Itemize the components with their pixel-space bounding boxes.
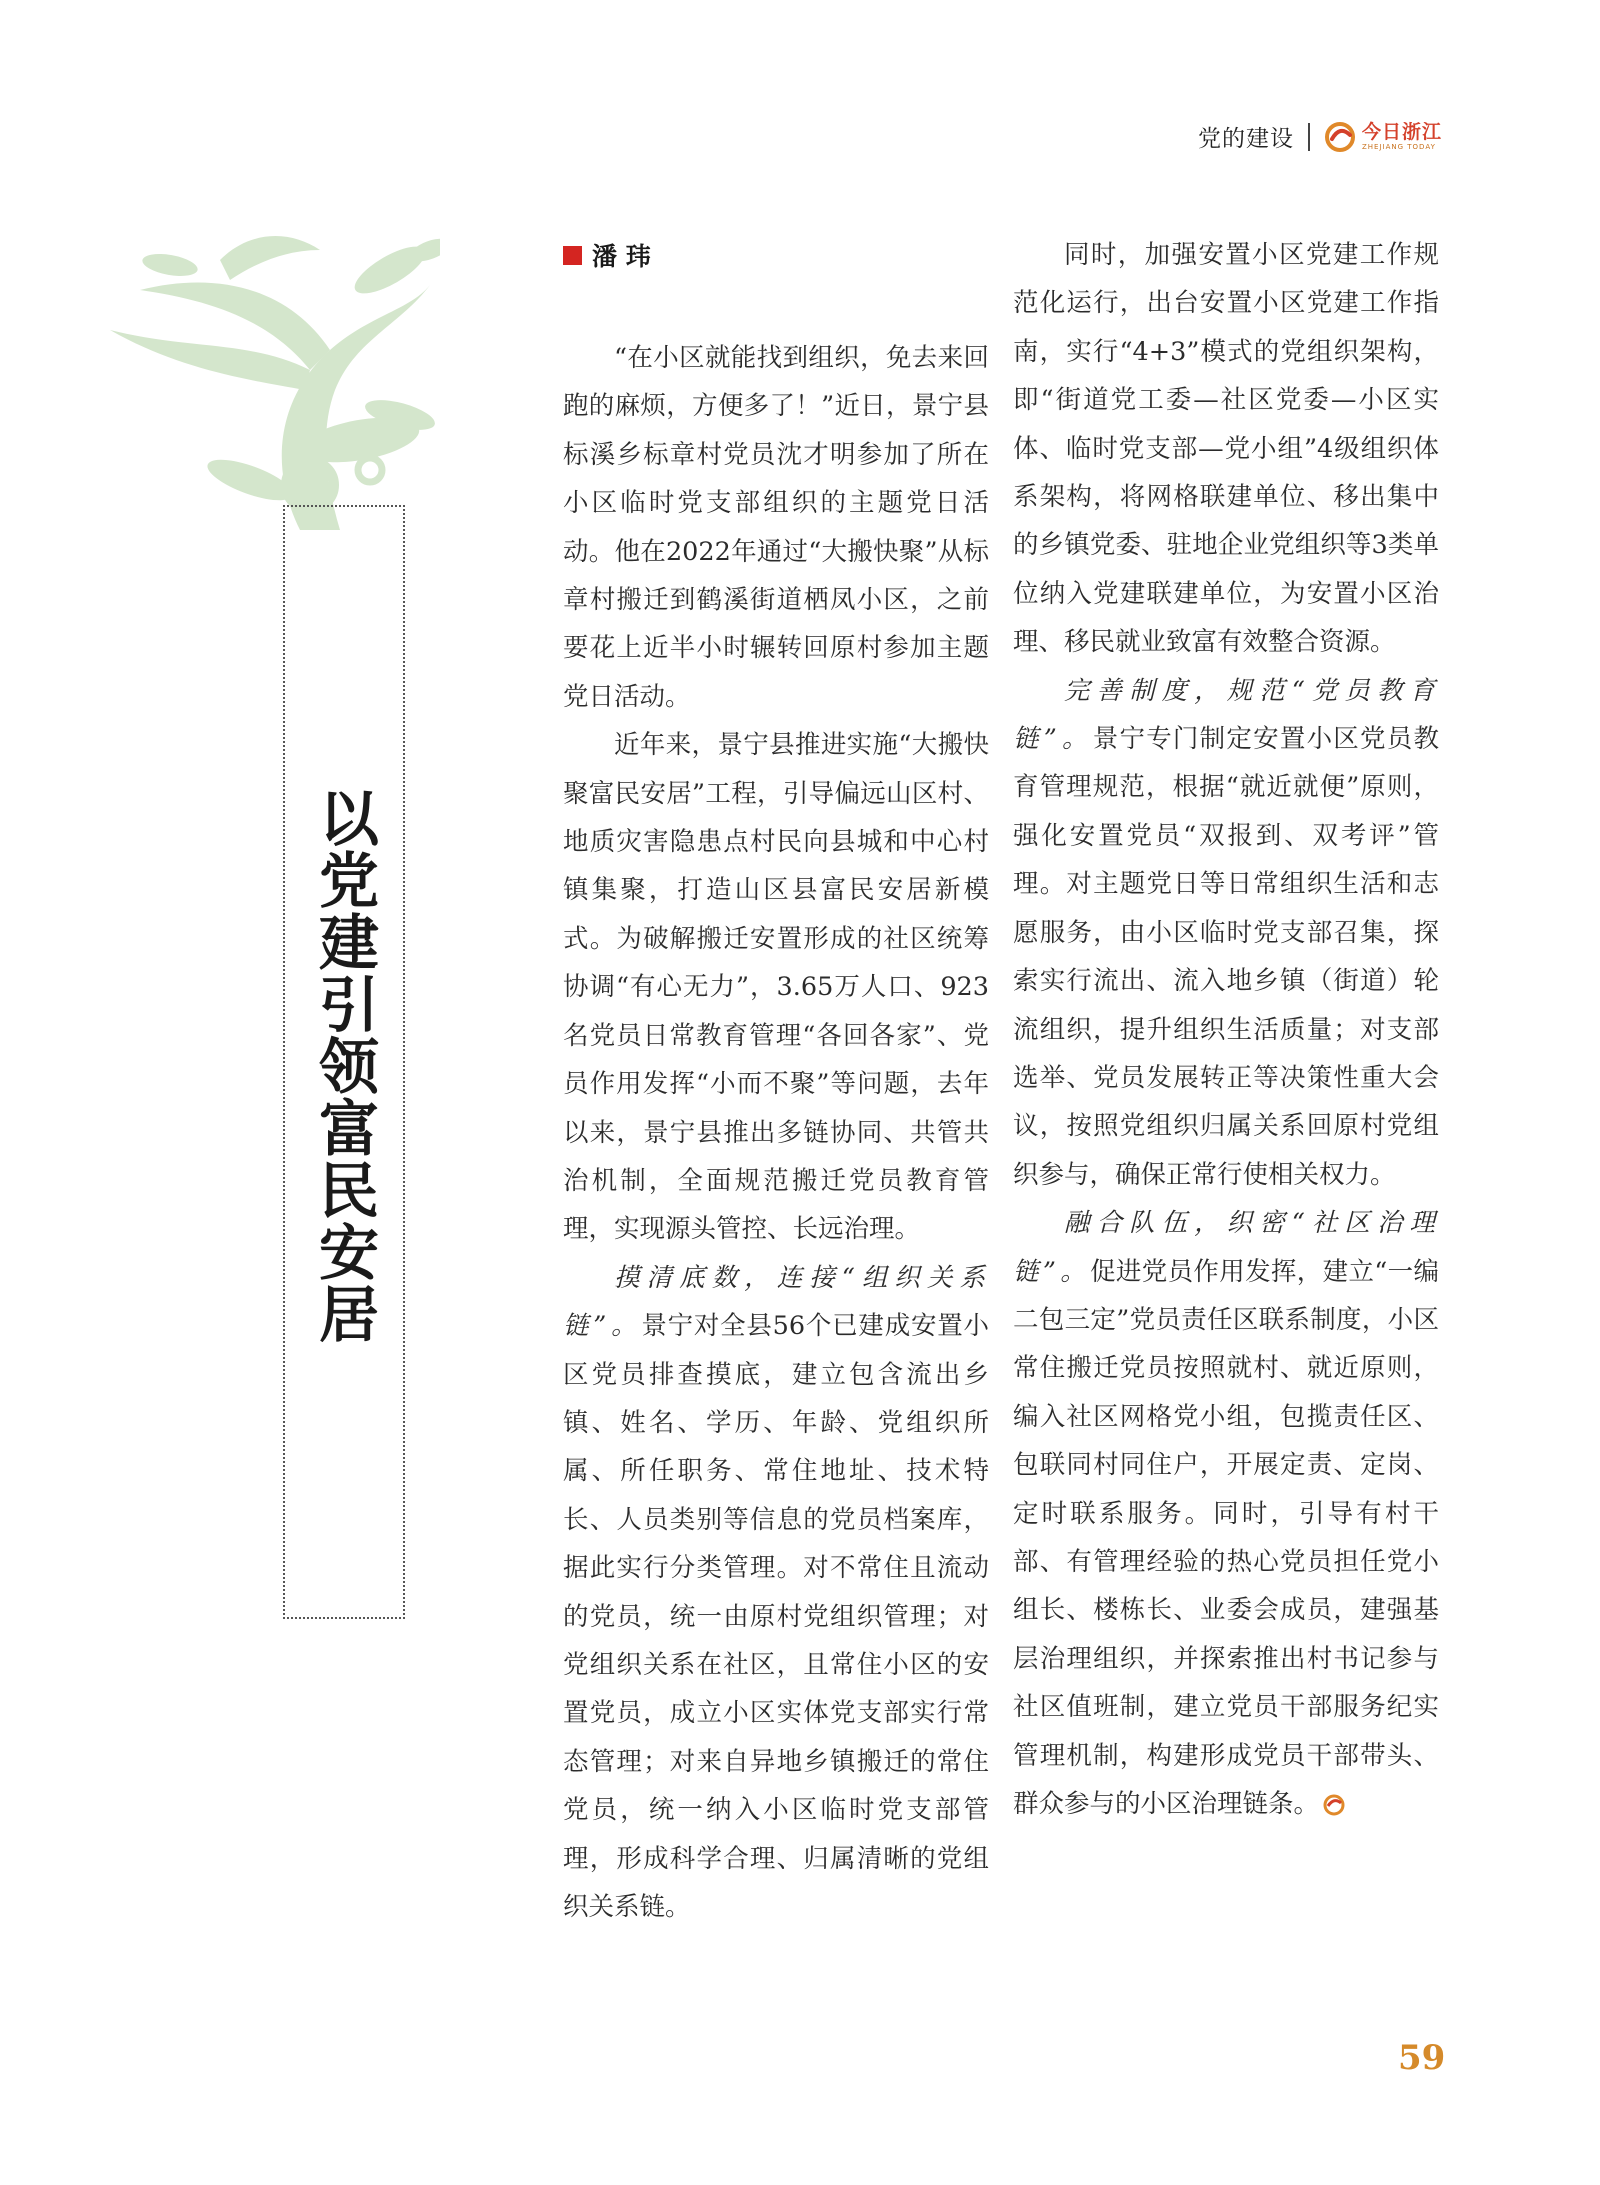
paragraph-body: 景宁专门制定安置小区党员教育管理规范，根据“就近就便”原则，强化安置党员“双报到、双考评”管理。对主题党日等日常组织生活和志愿服务，由小区临时党支部召集，探索实行流出、流入地乡镇（街道）轮流组织，提升组织生活质量；对支部选举、党员发展转正等决策性重大会议，按照党组织归属关系回原村党组织参与，确保正常行使相关权力。 (1013, 724, 1439, 1190)
paragraph: 近年来，景宁县推进实施“大搬快聚富民安居”工程，引导偏远山区村、地质灾害隐患点村民向县城和中心村镇集聚，打造山区县富民安居新模式。为破解搬迁安置形成的社区统筹协调“有心无力”，3.65万人口、923名党员日常教育管理“各回各家”、党员作用发挥“小而不聚”等问题，去年以来，景宁县推出多链协同、共管共治机制，全面规范搬迁党员教育管理，实现源头管控、长远治理。 (563, 730, 989, 1245)
magazine-logo (1324, 121, 1442, 153)
paragraph-body: 景宁对全县56个已建成安置小区党员排查摸底，建立包含流出乡镇、姓名、学历、年龄、党组织所属、所任职务、常住地址、技术特长、人员类别等信息的党员档案库，据此实行分类管理。对不常住且流动的党员，统一由原村党组织管理；对党组织关系在社区，且常住小区的安置党员，成立小区实体党支部实行常态管理；对来自异地乡镇搬迁的常住党员，统一纳入小区临时党支部管理，形成科学合理、归属清晰的党组织关系链。 (563, 1311, 989, 1922)
end-mark-icon (1323, 1794, 1345, 1816)
author-line (563, 237, 651, 273)
paragraph-lead: 融合队伍，织密“社区治理链”。 (1013, 1208, 1439, 1287)
floral-ornament-icon (100, 230, 440, 530)
paragraph-body: 促进党员作用发挥，建立“一编二包三定”党员责任区联系制度，小区常住搬迁党员按照就村、就近原则，编入社区网格党小组，包揽责任区、包联同村同住户，开展定责、定岗、定时联系服务。同时，引导有村干部、有管理经验的热心党员担任党小组长、楼栋长、业委会成员，建强基层治理组织，并探索推出村书记参与社区值班制，建立党员干部服务纪实管理机制，构建形成党员干部带头、群众参与的小区治理链条。 (1013, 1256, 1439, 1819)
paragraph (1013, 667, 1439, 1199)
paragraph-lead: 完善制度，规范“党员教育链”。 (1013, 675, 1439, 755)
text-column-right (1013, 231, 1439, 1828)
header-divider (1308, 123, 1310, 151)
title-box (283, 505, 405, 1619)
logo-text: 今日浙江 (1361, 120, 1442, 143)
paragraph (1013, 1199, 1439, 1828)
logo-swirl-icon (1324, 121, 1356, 153)
paragraph: 同时，加强安置小区党建工作规范化运行，出台安置小区党建工作指南，实行“4+3”模式的党组织架构，即“街道党工委—社区党委—小区实体、临时党支部—党小组”4级组织体系架构，将网格联建单位、移出集中的乡镇党委、驻地企业党组织等3类单位纳入党建联建单位，为安置小区治理、移民就业致富有效整合资源。 (1013, 240, 1439, 658)
author-name: 潘 玮 (592, 242, 651, 271)
paragraph (563, 1254, 989, 1932)
section-label: 党的建设 (1197, 126, 1294, 152)
logo-subtext: ZHEJIANG TODAY (1361, 142, 1436, 151)
page-number: 59 (1398, 2038, 1446, 2078)
paragraph-lead: 摸清底数，连接“组织关系链”。 (563, 1262, 989, 1342)
text-column-left (563, 334, 989, 1931)
author-marker-icon (563, 246, 582, 265)
paragraph: “在小区就能找到组织，免去来回跑的麻烦，方便多了！”近日，景宁县标溪乡标章村党员沈才明参加了所在小区临时党支部组织的主题党日活动。他在2022年通过“大搬快聚”从标章村搬迁到鹤溪街道栖凤小区，之前要花上近半小时辗转回原村参加主题党日活动。 (563, 343, 989, 712)
article-title: 以党建引领富民安居 (309, 787, 379, 1345)
page-header (1198, 120, 1442, 153)
